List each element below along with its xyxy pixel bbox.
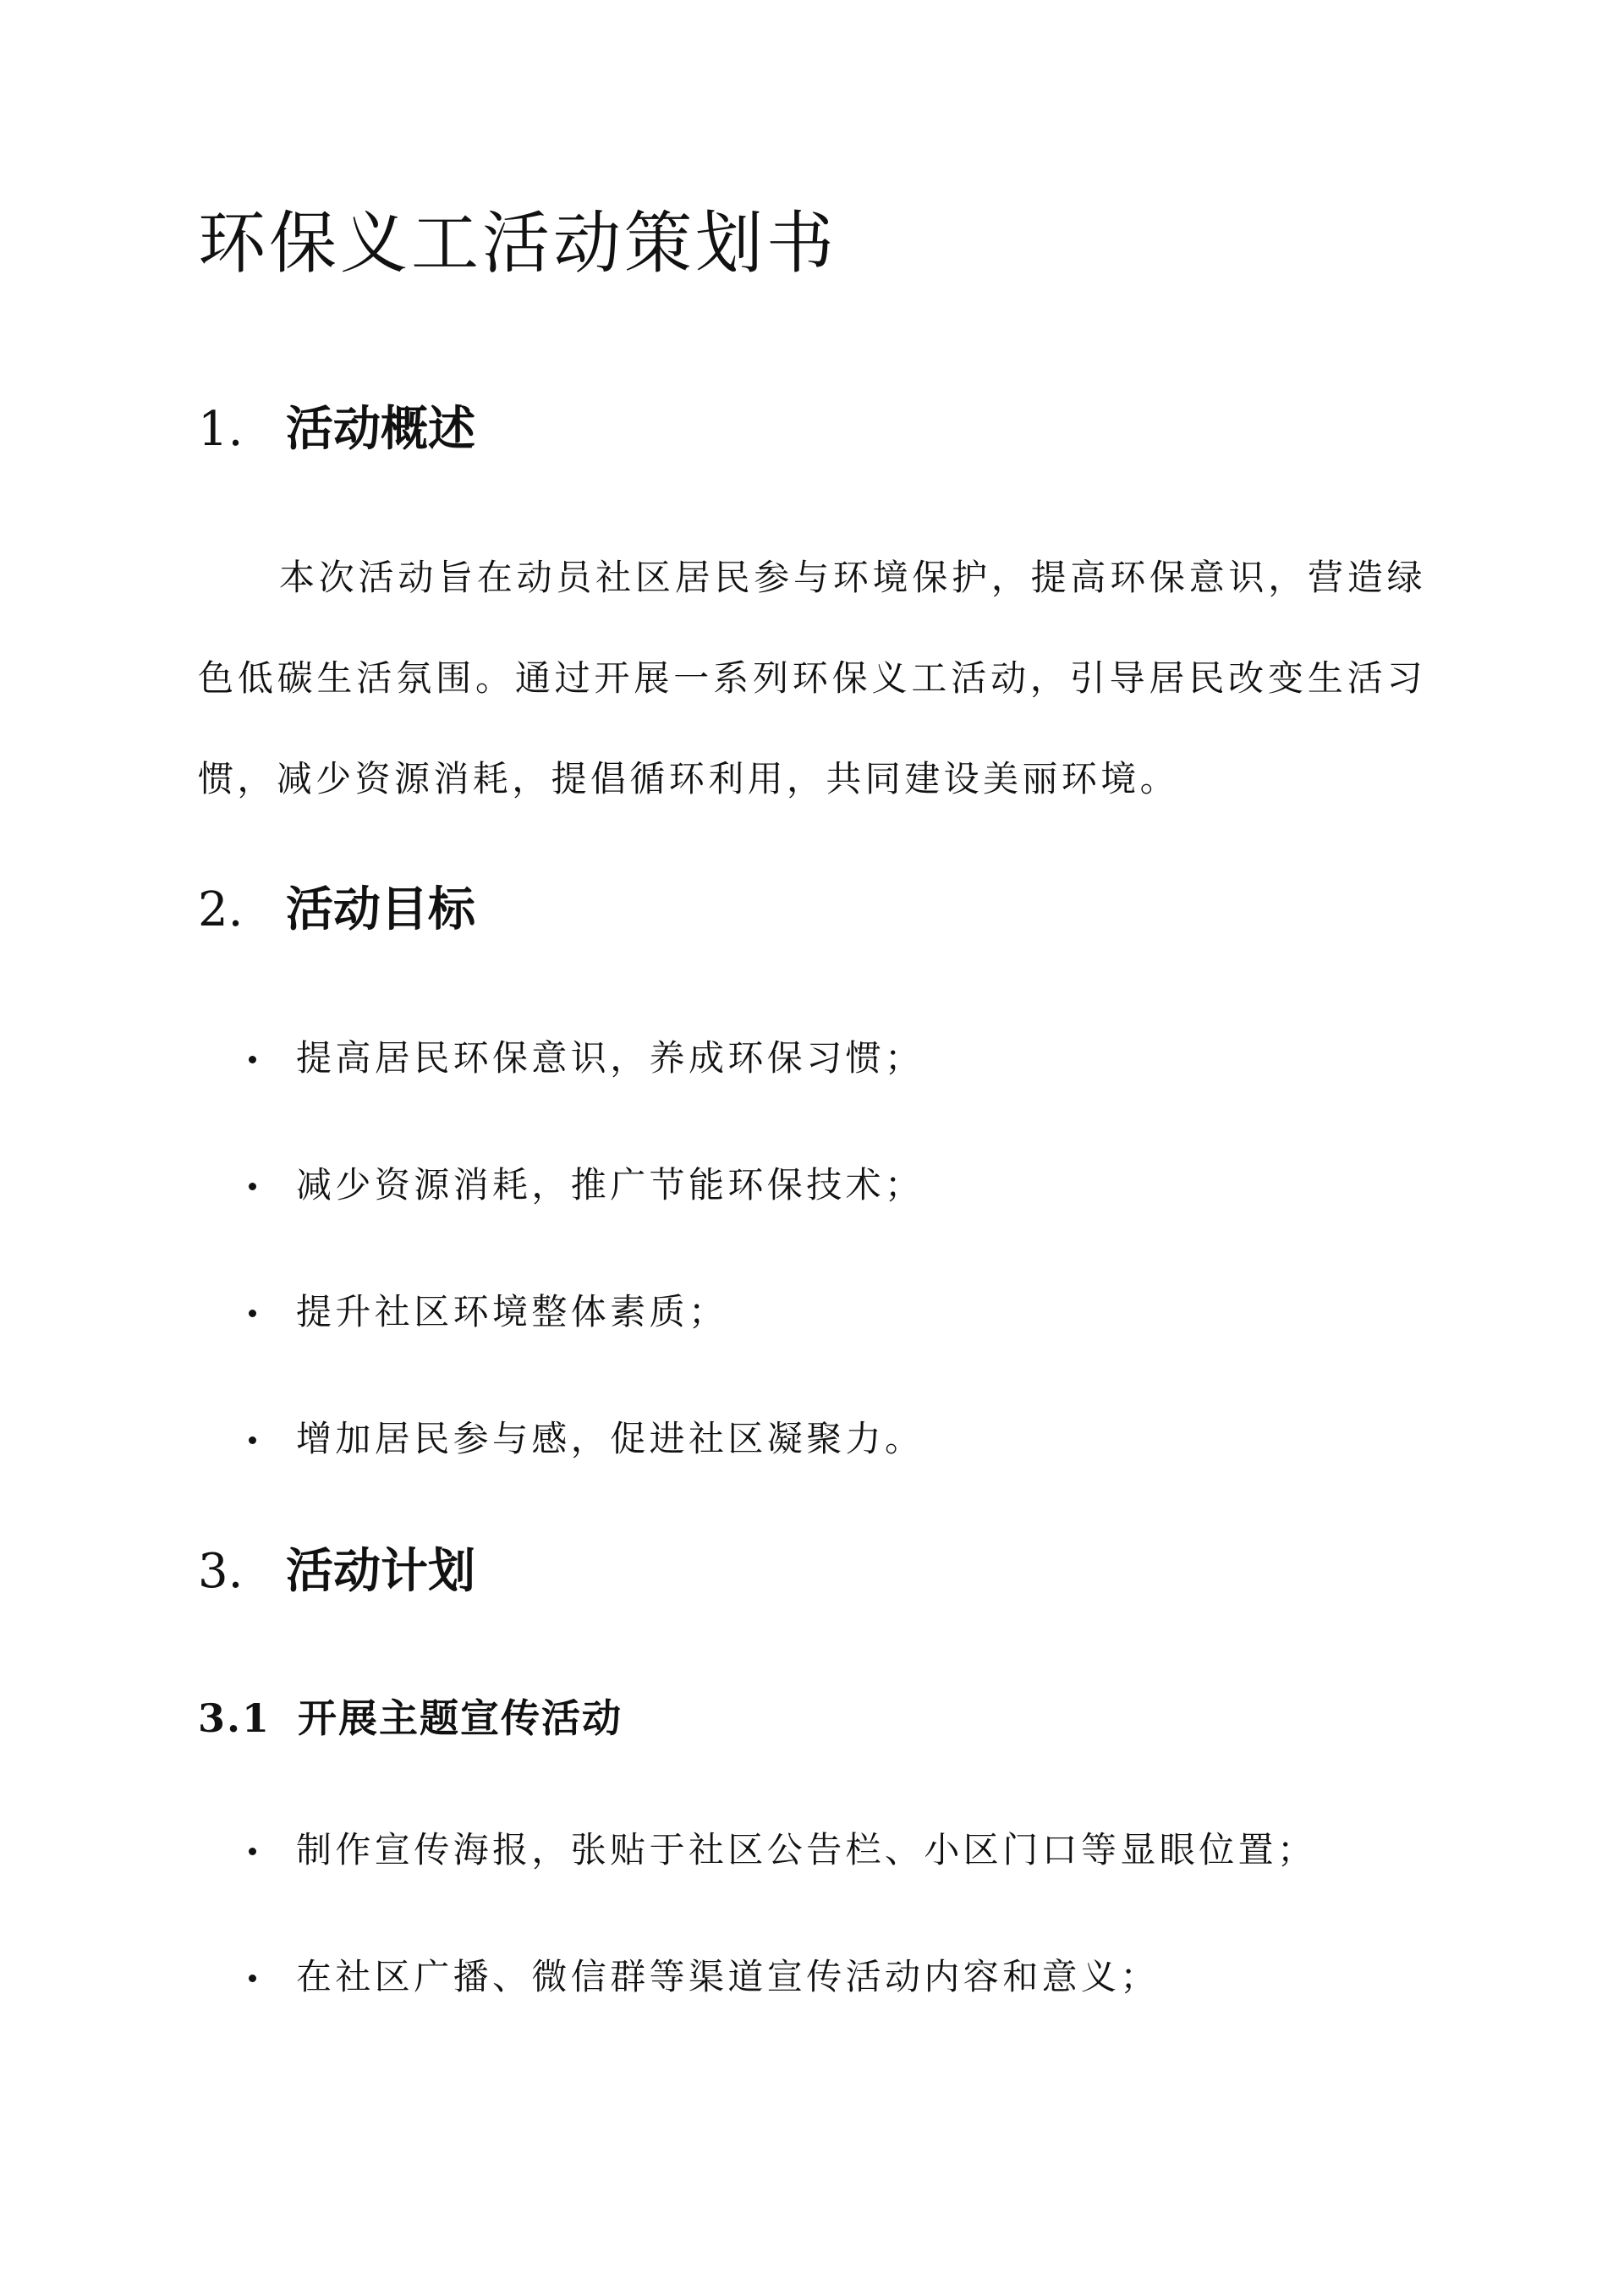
- section-title: 活动计划: [286, 1543, 475, 1599]
- goals-list: [198, 1033, 924, 1541]
- list-item: [198, 1825, 1316, 1952]
- overview-paragraph: 本次活动旨在动员社区居民参与环境保护，提高环保意识，营造绿色低碳生活氛围。通过开展一系列环保义工活动，引导居民改变生活习惯，减少资源消耗，提倡循环利用，共同建设美丽环境。: [198, 557, 1426, 799]
- section-heading-plan: [198, 1541, 475, 1601]
- bullet-icon: [249, 1848, 256, 1855]
- list-item-text: 在社区广播、微信群等渠道宣传活动内容和意义；: [296, 1956, 1160, 1997]
- section-title: 活动目标: [286, 882, 475, 937]
- bullet-icon: [249, 1975, 256, 1982]
- list-item-text: 提高居民环保意识，养成环保习惯；: [296, 1037, 924, 1079]
- section-title: 活动概述: [286, 401, 475, 457]
- bullet-icon: [249, 1310, 256, 1317]
- section-number: 2.: [198, 882, 244, 937]
- subsection-title: 开展主题宣传活动: [298, 1695, 623, 1741]
- section-number: 3.: [198, 1544, 244, 1599]
- list-item-text: 减少资源消耗，推广节能环保技术；: [296, 1164, 924, 1206]
- subsection-number: 3.1: [198, 1695, 272, 1741]
- bullet-icon: [249, 1183, 256, 1190]
- section-heading-overview: [198, 399, 475, 459]
- promotion-list: [198, 1825, 1316, 2079]
- list-item: [198, 1952, 1316, 2079]
- section-heading-goals: [198, 880, 475, 940]
- list-item: [198, 1414, 924, 1541]
- subsection-heading-promotion: [198, 1693, 623, 1744]
- section-number: 1.: [198, 402, 244, 457]
- bullet-icon: [249, 1436, 256, 1444]
- list-item: [198, 1033, 924, 1160]
- list-item: [198, 1160, 924, 1287]
- list-item: [198, 1287, 924, 1414]
- list-item-text: 提升社区环境整体素质；: [296, 1291, 728, 1332]
- list-item-text: 制作宣传海报，张贴于社区公告栏、小区门口等显眼位置；: [296, 1829, 1317, 1870]
- document-title: 环保义工活动策划书: [198, 204, 837, 283]
- list-item-text: 增加居民参与感，促进社区凝聚力。: [296, 1418, 924, 1459]
- bullet-icon: [249, 1056, 256, 1063]
